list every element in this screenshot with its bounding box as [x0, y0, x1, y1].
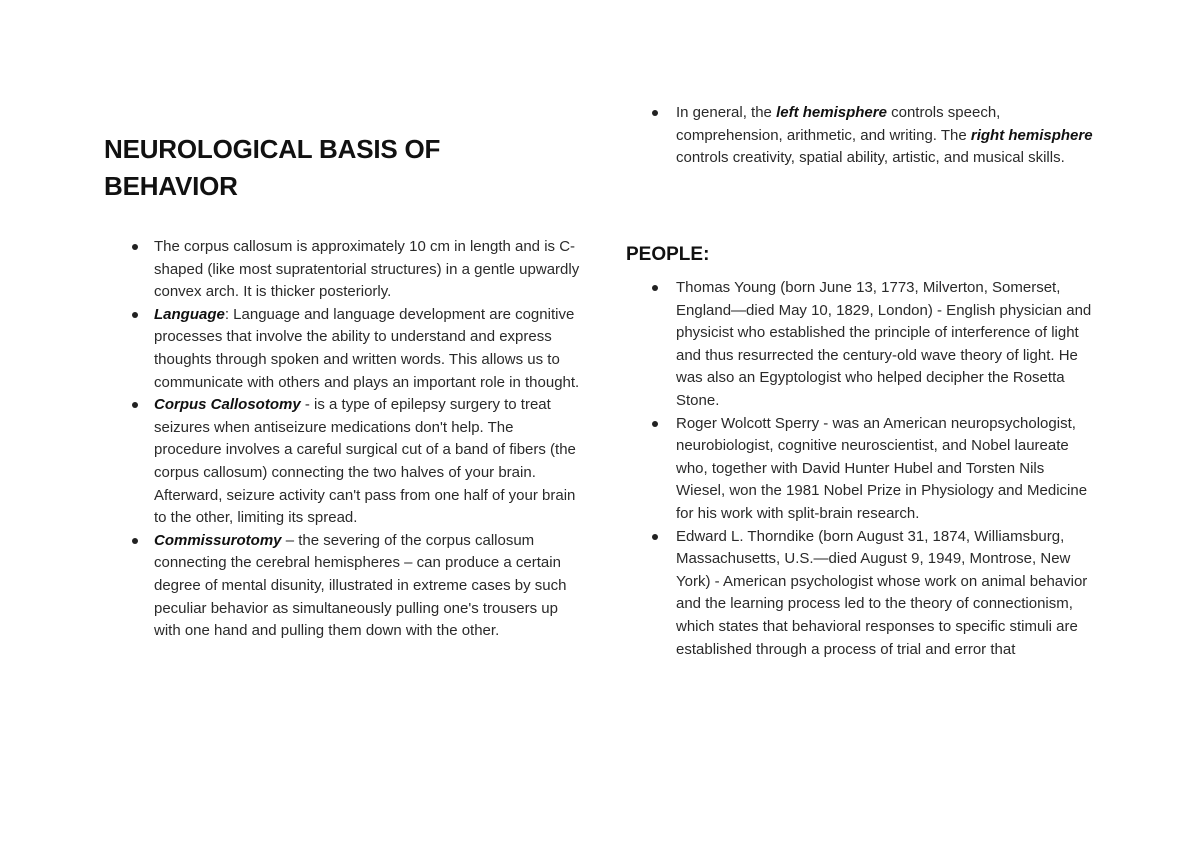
list-item-text: – the severing of the corpus callosum connecting the cerebral hemispheres – can produce a certain degree of mental disunity, illustrated in extreme cases by such peculiar behavior as simultaneously pulling one's trousers up with one hand and pulling them down with the other. — [154, 531, 567, 640]
list-item-text: In general, the — [676, 104, 777, 121]
list-item-commissurotomy — [104, 530, 582, 643]
section-title-people: PEOPLE: — [626, 244, 710, 265]
term-right-hemisphere: right hemisphere — [970, 126, 1093, 144]
term-language: Language — [154, 305, 225, 323]
bullet-icon — [652, 285, 658, 291]
bullet-icon — [132, 244, 138, 250]
bullet-icon — [652, 110, 658, 116]
term-commissurotomy: Commissurotomy — [154, 531, 282, 549]
list-item-text: - is a type of epilepsy surgery to treat seizures when antiseizure medications don't help. The procedure involves a careful surgical cut of a band of fibers (the corpus callosum) connecting the two halves of your brain. Afterward, seizure activity can't pass from one half of your brain to the other, limiting its spread. — [154, 396, 576, 527]
bullet-icon — [652, 421, 658, 427]
list-item-language — [104, 304, 582, 394]
people-list — [626, 277, 1096, 661]
list-item-roger-sperry — [626, 413, 1096, 526]
bullet-icon — [132, 312, 138, 318]
hemisphere-list — [626, 102, 1096, 170]
list-item-text: controls creativity, spatial ability, artistic, and musical skills. — [676, 149, 1065, 167]
list-item-text: Roger Wolcott Sperry - was an American neuropsychologist, neurobiologist, cognitive neuroscientist, and Nobel laureate who, together with David Hunter Hubel and Torsten Nils Wiesel, won the 1981 Nobel Prize in Physiology and Medicine for his work with split-brain research. — [676, 414, 1088, 522]
list-item-thomas-young — [626, 277, 1096, 413]
bullet-icon — [132, 538, 138, 544]
list-item-corpus-callosum — [104, 236, 582, 304]
list-item-text: controls speech, comprehension, arithmetic, and writing. The — [676, 104, 1001, 144]
notes-list — [104, 236, 582, 643]
list-item-text: : Language and language development are cognitive processes that involve the ability to understand and express thoughts through spoken and written words. This allows us to communicate with others and plays an important role in thought. — [154, 305, 580, 391]
term-corpus-callosotomy: Corpus Callosotomy — [154, 396, 301, 414]
bullet-icon — [652, 534, 658, 540]
term-left-hemisphere: left hemisphere — [776, 104, 887, 121]
list-item-text: Edward L. Thorndike (born August 31, 1874, Williamsburg, Massachusetts, U.S.—died August 9, 1949, Montrose, New York) - American psychologist whose work on animal behavior and the learning process led to the theory of connectionism, which states that behavioral responses to specific stimuli are established through a process of trial and error that — [676, 527, 1088, 658]
document-title: NEUROLOGICAL BASIS OF BEHAVIOR — [104, 134, 441, 201]
list-item-hemispheres — [626, 102, 1096, 170]
bullet-icon — [132, 402, 138, 408]
list-item-corpus-callosotomy — [104, 394, 582, 530]
list-item-text: The corpus callosum is approximately 10 cm in length and is C-shaped (like most supratentorial structures) in a gentle upwardly convex arch. It is thicker posteriorly. — [154, 238, 580, 301]
list-item-edward-thorndike — [626, 526, 1096, 662]
list-item-text: Thomas Young (born June 13, 1773, Milverton, Somerset, England—died May 10, 1829, London) - English physician and physicist who established the principle of interference of light and thus resurrected the century-old wave theory of light. He was also an Egyptologist who helped decipher the Rosetta Stone. — [676, 279, 1092, 409]
